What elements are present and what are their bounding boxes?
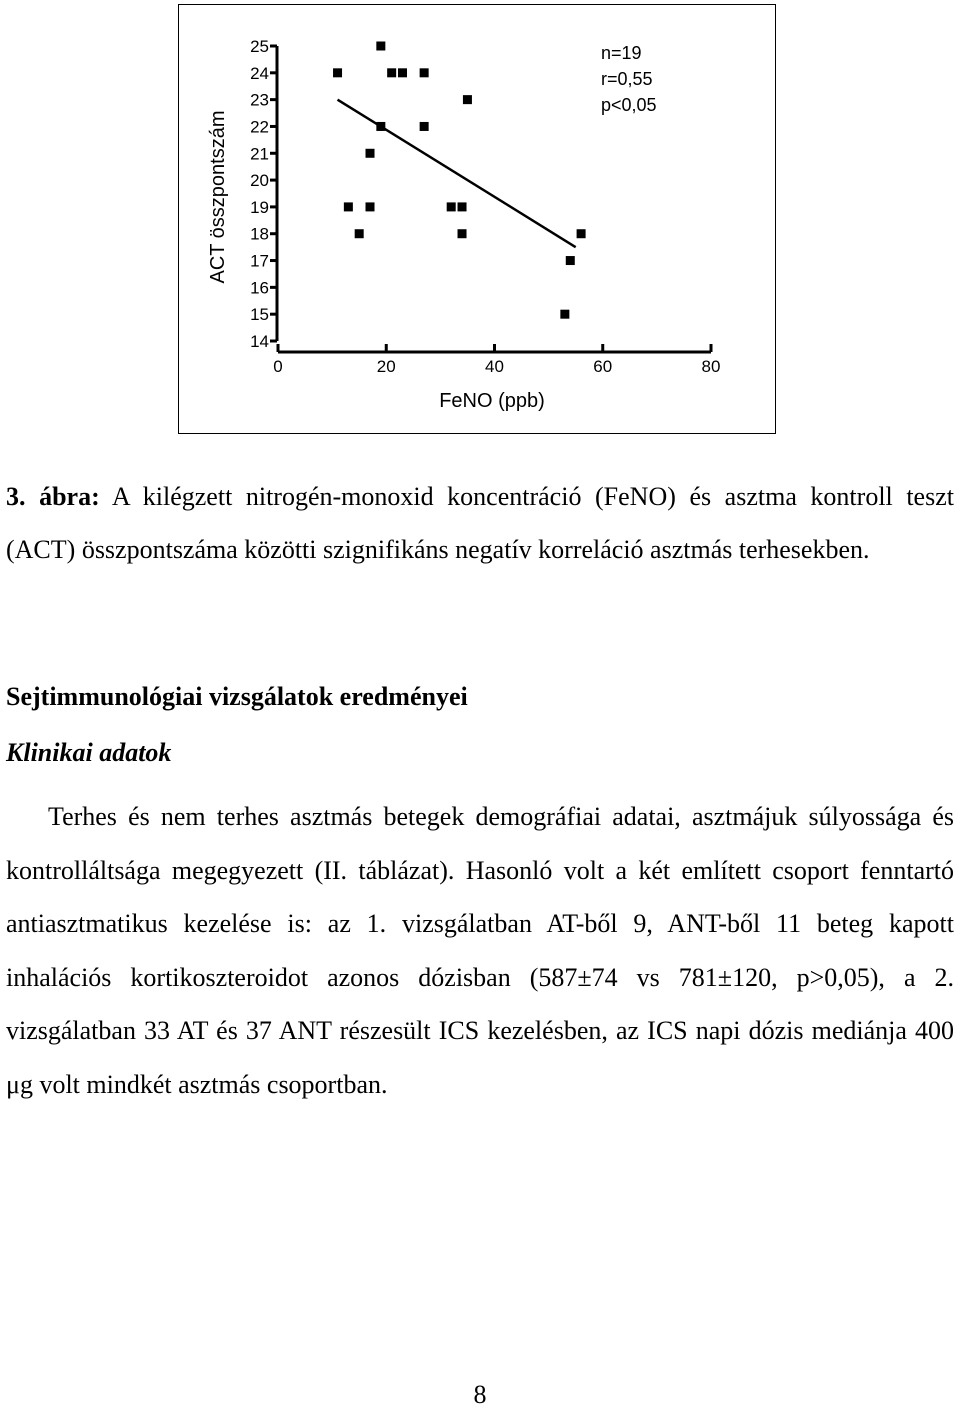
y-tick-label: 19 — [250, 197, 269, 217]
data-point — [344, 202, 353, 211]
data-point — [420, 122, 429, 131]
scatter-chart — [179, 5, 777, 435]
figure-caption — [6, 470, 954, 576]
y-tick-label: 15 — [250, 305, 269, 325]
regression-line — [338, 100, 576, 248]
y-tick-label: 23 — [250, 90, 269, 110]
y-tick-label: 24 — [250, 63, 269, 83]
y-tick-label: 16 — [250, 278, 269, 298]
data-point — [376, 42, 385, 51]
figure-frame — [178, 4, 776, 434]
y-tick-label: 22 — [250, 117, 269, 137]
x-tick-label: 80 — [701, 357, 721, 376]
regression-line-group — [338, 100, 576, 248]
y-tick-label: 20 — [250, 171, 269, 191]
data-point — [566, 256, 575, 265]
y-tick-label: 17 — [250, 251, 269, 271]
y-tick-label: 18 — [250, 224, 269, 244]
data-point — [577, 229, 586, 238]
data-points — [333, 42, 586, 319]
annotation-line: p<0,05 — [601, 95, 657, 115]
x-tick-label: 40 — [485, 357, 504, 376]
caption-label: 3. ábra: — [6, 482, 100, 511]
y-axis — [250, 37, 277, 351]
data-point — [447, 202, 456, 211]
data-point — [458, 202, 467, 211]
data-point — [420, 68, 429, 77]
caption-text: A kilégzett nitrogén-monoxid koncentráció (FeNO) és asztma kontroll teszt (ACT) összpontszáma közötti szignifikáns negatív korreláció asztmás terhesekben. — [6, 482, 954, 564]
data-point — [355, 229, 364, 238]
section-title: Sejtimmunológiai vizsgálatok eredményei — [6, 682, 468, 711]
subsection-title: Klinikai adatok — [6, 738, 172, 767]
x-tick-label: 0 — [273, 357, 283, 376]
y-tick-label: 14 — [250, 332, 269, 351]
data-point — [333, 68, 342, 77]
data-point — [366, 149, 375, 158]
y-tick-label: 25 — [250, 37, 269, 56]
data-point — [387, 68, 396, 77]
annotation-line: n=19 — [601, 43, 642, 63]
data-point — [366, 202, 375, 211]
body-paragraph: Terhes és nem terhes asztmás betegek demográfiai adatai, asztmájuk súlyossága és kontrolláltsága megegyezett (II. táblázat). Hasonló volt a két említett csoport fenntartó antiasztmatikus kezelése is: az 1. vizsgálatban AT-ből 9, ANT-ből 11 beteg kapott inhalációs kortikoszteroidot azonos dózisban (587±74 vs 781±120, p>0,05), a 2. vizsgálatban 33 AT és 37 ANT részesült ICS kezelésben, az ICS napi dózis mediánja 400 μg volt mindkét asztmás csoportban. — [6, 802, 954, 1099]
page-number: 8 — [473, 1380, 487, 1409]
data-point — [398, 68, 407, 77]
x-tick-label: 60 — [593, 357, 613, 376]
data-point — [463, 95, 472, 104]
stats-annotation — [601, 43, 657, 115]
y-tick-label: 21 — [250, 144, 269, 164]
data-point — [458, 229, 467, 238]
x-tick-label: 20 — [376, 357, 396, 376]
x-axis-label: FeNO (ppb) — [439, 390, 545, 412]
data-point — [560, 310, 569, 319]
x-axis — [273, 344, 720, 376]
annotation-line: r=0,55 — [601, 69, 653, 89]
y-axis-label: ACT összpontszám — [207, 110, 229, 284]
